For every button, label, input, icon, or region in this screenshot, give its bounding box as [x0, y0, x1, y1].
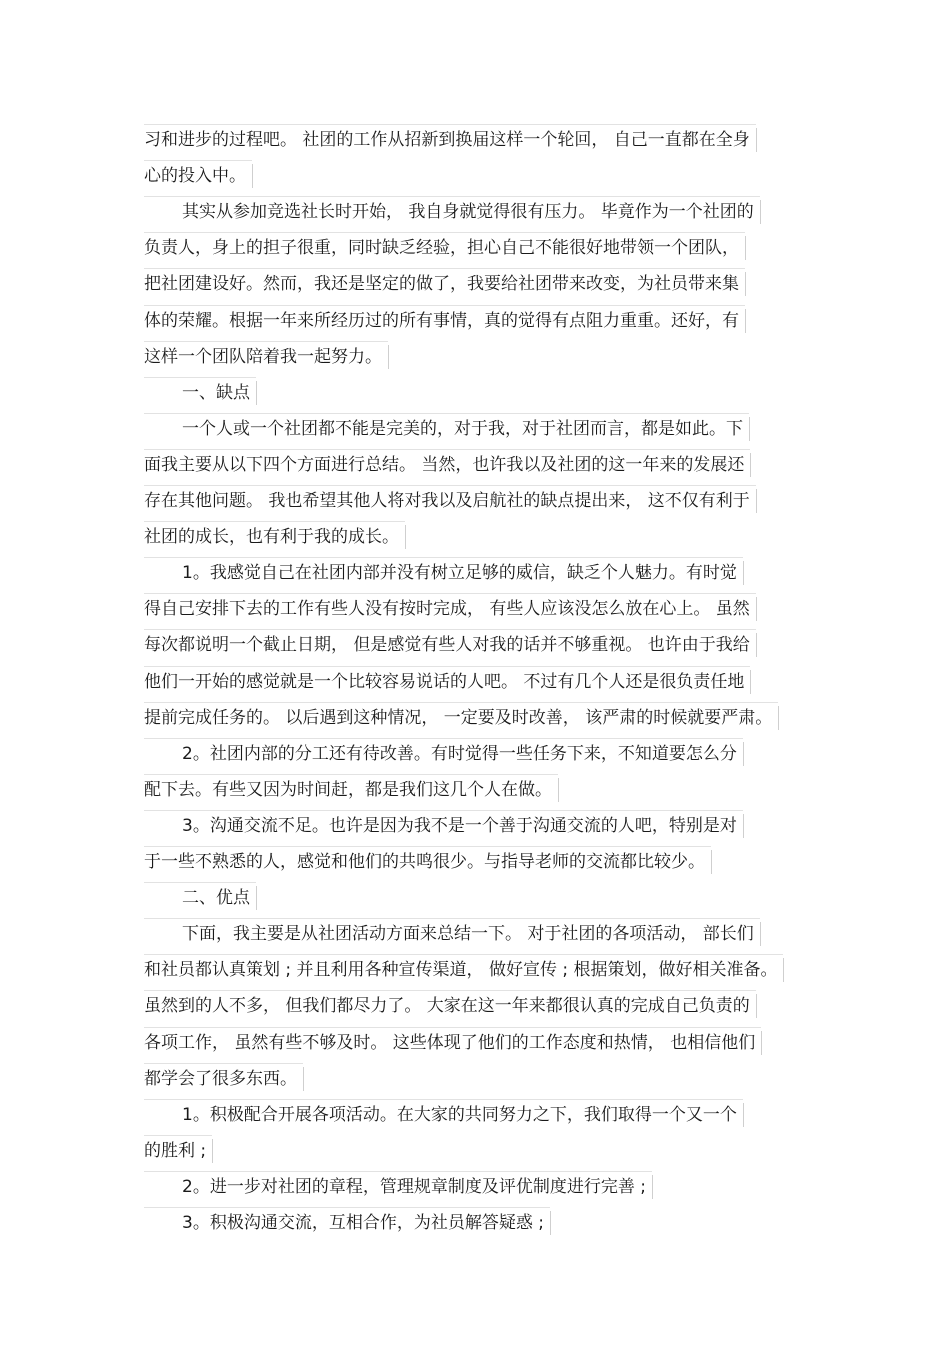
text-line-content: 社团的成长，也有利于我的成长。 — [144, 527, 399, 547]
text-line-content: 其实从参加竞选社长时开始， 我自身就觉得很有压力。 毕竟作为一个社团的 — [182, 202, 754, 222]
text-line — [144, 844, 705, 880]
text-line — [144, 447, 744, 483]
text-line — [144, 303, 739, 339]
scan-artifact-bar — [745, 272, 746, 296]
scan-artifact-bar — [711, 850, 712, 874]
scan-artifact-rule — [144, 882, 256, 883]
text-line-content: 这样一个团队陪着我一起努力。 — [144, 347, 382, 367]
text-line — [144, 266, 739, 302]
text-line-content: 面我主要从以下四个方面进行总结。 当然，也许我以及社团的这一年来的发展还 — [144, 455, 745, 475]
text-line-content: 提前完成任务的。 以后遇到这种情况， 一定要及时改善， 该严肃的时候就要严肃。 — [144, 708, 773, 728]
scan-artifact-bar — [750, 670, 751, 694]
text-line — [144, 988, 750, 1024]
scan-artifact-rule — [144, 521, 405, 522]
text-line-content: 配下去。有些又因为时间赶，都是我们这几个人在做。 — [144, 780, 552, 800]
text-line — [144, 158, 246, 194]
scan-artifact-rule — [144, 629, 756, 630]
text-line-content: 3。积极沟通交流，互相合作，为社员解答疑惑 ; — [182, 1213, 544, 1233]
text-line — [144, 1061, 297, 1097]
text-line — [182, 808, 737, 844]
scan-artifact-rule — [144, 413, 749, 414]
scan-artifact-bar — [743, 814, 744, 838]
scan-artifact-rule — [144, 1099, 743, 1100]
text-line — [182, 555, 737, 591]
scan-artifact-bar — [756, 489, 757, 513]
text-line — [182, 1205, 544, 1241]
text-line — [144, 952, 777, 988]
text-line — [144, 339, 382, 375]
text-line-content: 都学会了很多东西。 — [144, 1069, 297, 1089]
text-line-content: 习和进步的过程吧。 社团的工作从招新到换届这样一个轮回， 自己一直都在全身 — [144, 130, 750, 150]
text-line-content: 1。我感觉自己在社团内部并没有树立足够的威信，缺乏个人魅力。有时觉 — [182, 563, 737, 583]
text-line-content: 把社团建设好。然而，我还是坚定的做了，我要给社团带来改变，为社员带来集 — [144, 274, 739, 294]
scan-artifact-bar — [405, 525, 406, 549]
text-line — [182, 1169, 646, 1205]
scan-artifact-bar — [212, 1139, 213, 1163]
text-line — [182, 736, 737, 772]
scan-artifact-bar — [743, 561, 744, 585]
scan-artifact-bar — [745, 309, 746, 333]
text-line-content: 的胜利 ; — [144, 1141, 207, 1161]
scan-artifact-rule — [144, 1207, 550, 1208]
scan-artifact-rule — [144, 341, 388, 342]
scan-artifact-rule — [144, 1171, 652, 1172]
text-line — [144, 1025, 755, 1061]
text-line — [182, 194, 754, 230]
scan-artifact-bar — [743, 1103, 744, 1127]
text-line-content: 负责人，身上的担子很重，同时缺乏经验，担心自己不能很好地带领一个团队， — [144, 238, 739, 258]
text-line — [182, 880, 250, 916]
scan-artifact-rule — [144, 1027, 761, 1028]
scan-artifact-bar — [745, 236, 746, 260]
scan-artifact-rule — [144, 1135, 212, 1136]
text-line — [144, 664, 744, 700]
text-line — [182, 1097, 737, 1133]
scan-artifact-rule — [144, 702, 778, 703]
text-line-content: 存在其他问题。 我也希望其他人将对我以及启航社的缺点提出来， 这不仅有利于 — [144, 491, 750, 511]
scan-artifact-rule — [144, 557, 743, 558]
scan-artifact-bar — [256, 886, 257, 910]
scan-artifact-rule — [144, 593, 756, 594]
scan-artifact-rule — [144, 1063, 303, 1064]
text-line-content: 虽然到的人不多， 但我们都尽力了。 大家在这一年来都很认真的完成自己负责的 — [144, 996, 750, 1016]
text-line-content: 他们一开始的感觉就是一个比较容易说话的人吧。 不过有几个人还是很负责任地 — [144, 672, 745, 692]
scan-artifact-rule — [144, 954, 783, 955]
text-line-content: 一个人或一个社团都不能是完美的，对于我，对于社团而言，都是如此。下 — [182, 419, 743, 439]
scan-artifact-bar — [256, 381, 257, 405]
scan-artifact-rule — [144, 485, 756, 486]
scan-artifact-rule — [144, 160, 252, 161]
text-line-content: 一、缺点 — [182, 383, 250, 403]
scan-artifact-rule — [144, 810, 743, 811]
scan-artifact-rule — [144, 196, 760, 197]
scan-artifact-rule — [144, 232, 745, 233]
scan-artifact-bar — [558, 778, 559, 802]
scan-artifact-bar — [652, 1175, 653, 1199]
scan-artifact-bar — [550, 1211, 551, 1235]
scan-artifact-bar — [388, 345, 389, 369]
scan-artifact-rule — [144, 990, 756, 991]
scan-artifact-rule — [144, 449, 750, 450]
scan-artifact-bar — [743, 742, 744, 766]
text-line — [144, 122, 750, 158]
scan-artifact-bar — [761, 1031, 762, 1055]
text-line-content: 3。沟通交流不足。也许是因为我不是一个善于沟通交流的人吧，特别是对 — [182, 816, 737, 836]
scan-artifact-rule — [144, 268, 745, 269]
text-line — [144, 519, 399, 555]
scan-artifact-rule — [144, 918, 760, 919]
text-line — [144, 700, 772, 736]
text-line-content: 和社员都认真策划 ; 并且利用各种宣传渠道， 做好宣传 ; 根据策划，做好相关准备。 — [144, 960, 778, 980]
scan-artifact-bar — [252, 164, 253, 188]
scan-artifact-rule — [144, 846, 711, 847]
text-line-content: 各项工作， 虽然有些不够及时。 这些体现了他们的工作态度和热情， 也相信他们 — [144, 1033, 756, 1053]
scan-artifact-rule — [144, 738, 743, 739]
text-line-content: 得自己安排下去的工作有些人没有按时完成， 有些人应该没怎么放在心上。 虽然 — [144, 599, 750, 619]
text-line-content: 2。社团内部的分工还有待改善。有时觉得一些任务下来，不知道要怎么分 — [182, 744, 737, 764]
text-line-content: 二、优点 — [182, 888, 250, 908]
text-line — [144, 230, 739, 266]
scan-artifact-bar — [760, 200, 761, 224]
text-line — [182, 916, 754, 952]
text-line — [182, 375, 250, 411]
text-line — [144, 591, 750, 627]
scan-artifact-bar — [760, 922, 761, 946]
text-line — [144, 1133, 206, 1169]
text-line-content: 每次都说明一个截止日期， 但是感觉有些人对我的话并不够重视。 也许由于我给 — [144, 635, 750, 655]
scan-artifact-bar — [756, 994, 757, 1018]
scan-artifact-rule — [144, 666, 750, 667]
scan-artifact-bar — [756, 633, 757, 657]
scan-artifact-rule — [144, 305, 745, 306]
text-line — [144, 483, 750, 519]
scan-artifact-rule — [144, 377, 256, 378]
scan-artifact-bar — [783, 958, 784, 982]
text-line — [182, 411, 743, 447]
text-line-content: 于一些不熟悉的人，感觉和他们的共鸣很少。与指导老师的交流都比较少。 — [144, 852, 705, 872]
text-line-content: 下面，我主要是从社团活动方面来总结一下。 对于社团的各项活动， 部长们 — [182, 924, 754, 944]
scan-artifact-bar — [778, 706, 779, 730]
scan-artifact-bar — [756, 128, 757, 152]
scan-artifact-bar — [756, 597, 757, 621]
text-line — [144, 772, 552, 808]
scan-artifact-bar — [750, 453, 751, 477]
text-line-content: 心的投入中。 — [144, 166, 246, 186]
text-line — [144, 627, 750, 663]
text-line-content: 1。积极配合开展各项活动。在大家的共同努力之下，我们取得一个又一个 — [182, 1105, 737, 1125]
text-line-content: 2。进一步对社团的章程，管理规章制度及评优制度进行完善 ; — [182, 1177, 646, 1197]
scan-artifact-rule — [144, 124, 756, 125]
scan-artifact-rule — [144, 774, 558, 775]
scan-artifact-bar — [749, 417, 750, 441]
scan-artifact-bar — [303, 1067, 304, 1091]
text-line-content: 体的荣耀。根据一年来所经历过的所有事情，真的觉得有点阻力重重。还好，有 — [144, 311, 739, 331]
